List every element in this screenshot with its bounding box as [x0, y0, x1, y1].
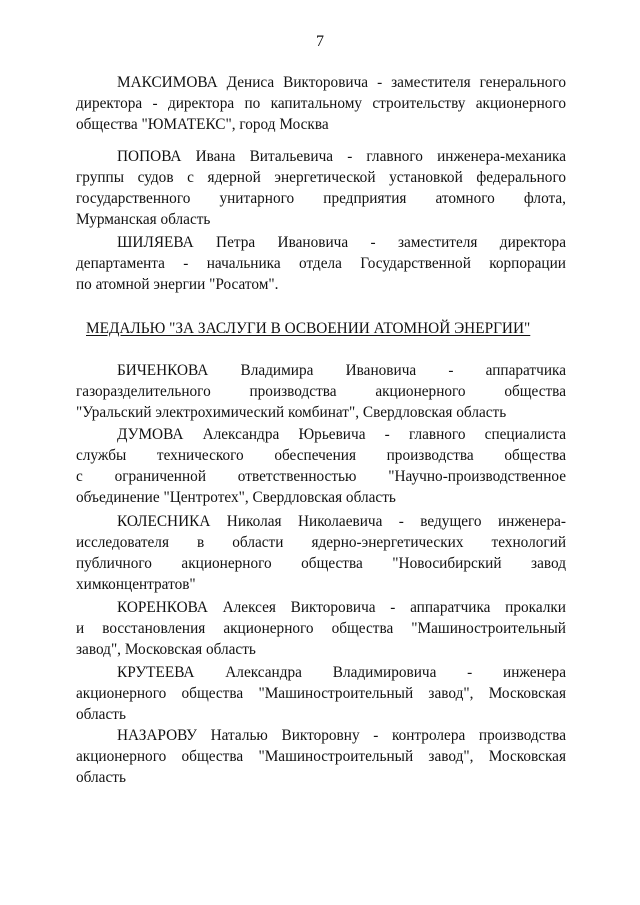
entry-line: МАКСИМОВА Дениса Викторовича - заместителя генерального [117, 74, 566, 91]
entry-line: с ограниченной ответственностью "Научно-производственное [76, 468, 566, 485]
entry-line: завод", Московская область [76, 641, 256, 658]
entry-line: ШИЛЯЕВА Петра Ивановича - заместителя директора [117, 234, 566, 251]
entry-line: ДУМОВА Александра Юрьевича - главного специалиста [117, 426, 566, 443]
entry-line: химконцентратов" [76, 576, 196, 593]
section-heading: МЕДАЛЬЮ "ЗА ЗАСЛУГИ В ОСВОЕНИИ АТОМНОЙ ЭНЕРГИИ" [86, 320, 531, 337]
entry-line: и восстановления акционерного общества "Машиностроительный [76, 620, 566, 637]
entry-line: общества "ЮМАТЕКС", город Москва [76, 116, 329, 133]
entry-line: объединение "Центротех", Свердловская область [76, 489, 396, 506]
entry-line: группы судов с ядерной энергетической установкой федерального [76, 169, 566, 186]
page-number: 7 [316, 33, 324, 50]
entry-line: КРУТЕЕВА Александра Владимировича - инженера [117, 664, 566, 681]
entry-line: государственного унитарного предприятия атомного флота, [76, 190, 566, 207]
entry-line: исследователя в области ядерно-энергетических технологий [76, 534, 566, 551]
entry-line: ПОПОВА Ивана Витальевича - главного инженера-механика [117, 148, 566, 165]
entry-line: департамента - начальника отдела Государственной корпорации [76, 255, 566, 272]
entry-line: область [76, 706, 126, 723]
entry-line: НАЗАРОВУ Наталью Викторовну - контролера производства [117, 727, 566, 744]
entry-line: БИЧЕНКОВА Владимира Ивановича - аппаратчика [117, 362, 566, 379]
entry-line: акционерного общества "Машиностроительный завод", Московская [76, 685, 566, 702]
entry-line: публичного акционерного общества "Новосибирский завод [76, 555, 566, 572]
entry-line: КОЛЕСНИКА Николая Николаевича - ведущего инженера- [117, 513, 566, 530]
entry-line: газоразделительного производства акционерного общества [76, 383, 566, 400]
entry-line: акционерного общества "Машиностроительный завод", Московская [76, 748, 566, 765]
entry-line: КОРЕНКОВА Алексея Викторовича - аппаратчика прокалки [117, 599, 566, 616]
entry-line: службы технического обеспечения производства общества [76, 447, 566, 464]
entry-line: Мурманская область [76, 211, 211, 228]
entry-line: по атомной энергии "Росатом". [76, 276, 279, 293]
entry-line: "Уральский электрохимический комбинат", Свердловская область [76, 404, 507, 421]
entry-line: директора - директора по капитальному строительству акционерного [76, 95, 566, 112]
entry-line: область [76, 769, 126, 786]
